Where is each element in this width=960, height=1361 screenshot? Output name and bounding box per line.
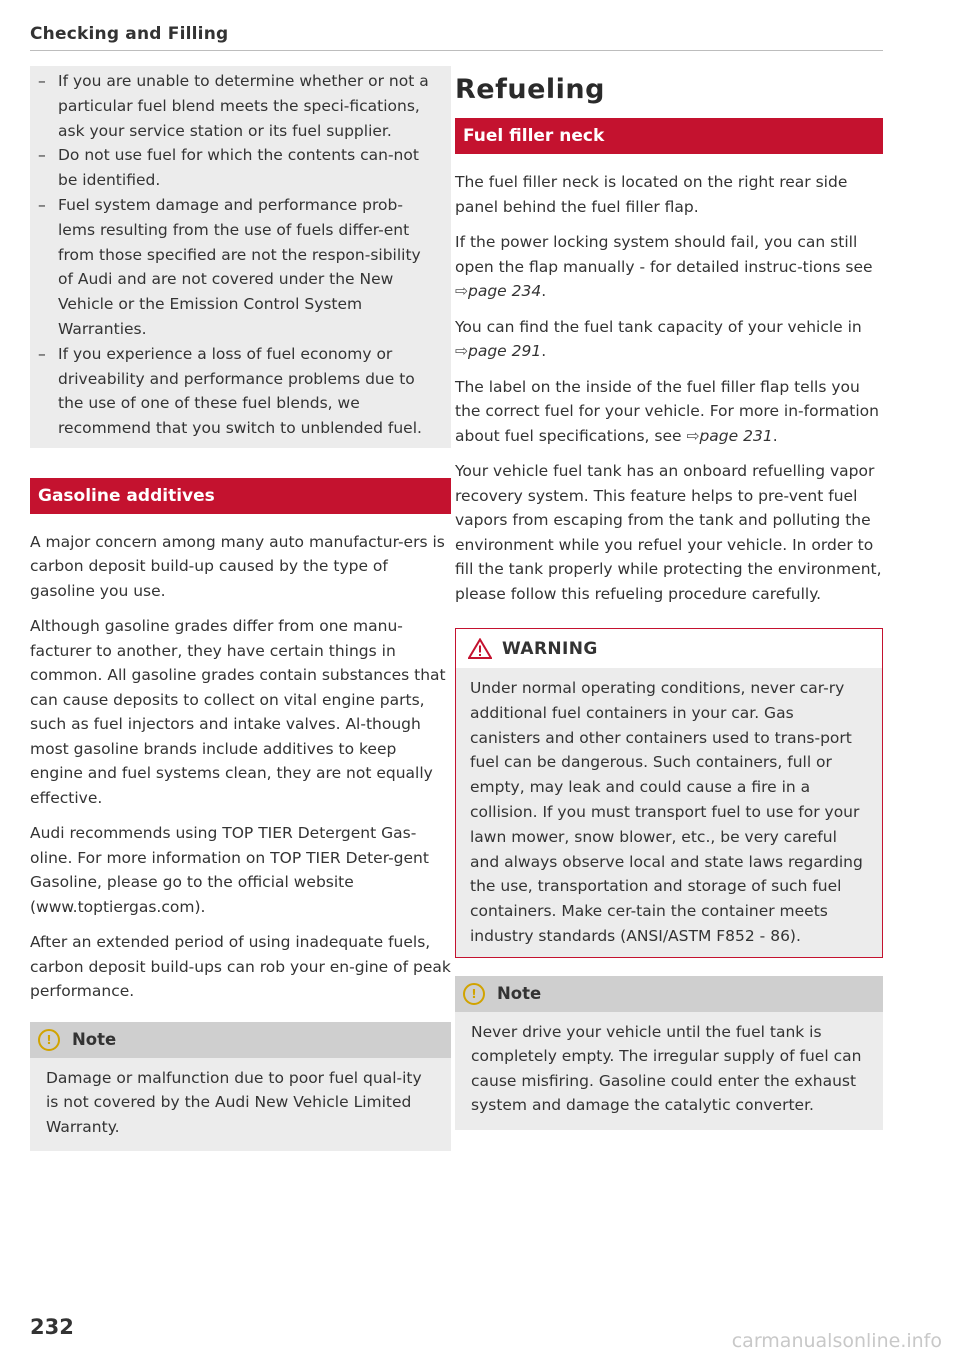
paragraph: A major concern among many auto manufactur-ers is carbon deposit build-up caused by the type of gasoline you use.: [30, 532, 445, 600]
paragraph-text: The label on the inside of the fuel filler flap tells you the correct fuel for your vehicle. For more in-formation about fuel specifications, see: [455, 377, 879, 445]
page-number: 232: [30, 1315, 74, 1339]
arrow-right-icon: ⇨: [455, 342, 468, 360]
page-reference-link[interactable]: page 231: [699, 426, 773, 445]
paragraph: Your vehicle fuel tank has an onboard refuelling vapor recovery system. This feature helps to pre-vent fuel vapors from escaping from the tank and polluting the environment while you refuel your vehicle. In order to fill the tank properly while protecting the environment, please follow this refueling procedure carefully.: [455, 462, 882, 603]
left-column: [30, 66, 451, 1151]
fuel-filler-neck-heading: Fuel filler neck: [455, 118, 883, 154]
list-item: – If you are unable to determine whether or not a particular fuel blend meets the speci-fications, ask your service station or its fuel supplier.: [36, 69, 435, 143]
paragraph-text: If the power locking system should fail, you can still open the flap manually - for detailed instruc-tions see: [455, 233, 873, 276]
paragraph: [455, 230, 883, 304]
note-text: Never drive your vehicle until the fuel tank is completely empty. The irregular supply of fuel can cause misfiring. Gasoline could enter the exhaust system and damage the catalytic converter.: [471, 1022, 862, 1115]
arrow-right-icon: ⇨: [686, 426, 700, 445]
list-item: – Do not use fuel for which the contents can-not be identified.: [36, 143, 435, 193]
note-header: [455, 976, 883, 1012]
warning-header: [456, 629, 882, 668]
note-body: [455, 1012, 883, 1130]
warning-label: WARNING: [502, 638, 598, 659]
page-reference-link[interactable]: page 234: [468, 282, 542, 300]
warning-box: [455, 628, 883, 958]
warning-triangle-icon: [468, 638, 492, 659]
paragraph-text: You can find the fuel tank capacity of your vehicle in: [455, 317, 862, 336]
paragraph: After an extended period of using inadequate fuels, carbon deposit build-ups can rob your en-gine of peak performance.: [30, 933, 451, 1001]
section-header: Checking and Filling: [30, 24, 883, 51]
page-title: Refueling: [455, 74, 605, 105]
period: .: [541, 342, 547, 360]
right-column: [455, 66, 883, 1130]
note-label: Note: [72, 1030, 117, 1050]
paragraph: Although gasoline grades differ from one manu-facturer to another, they have certain things in common. All gasoline grades contain substances that can cause deposits to collect on vital engine parts, such as fuel injectors and intake valves. Al-though most gasoline brands include additives to keep engine and fuel systems clean, they are not equally effective.: [30, 617, 446, 807]
fuel-blend-list: [36, 69, 435, 441]
note-box-left: [30, 1022, 451, 1152]
note-header: [30, 1022, 451, 1058]
page-reference-link[interactable]: page 291: [468, 342, 542, 360]
list-item: – If you experience a loss of fuel economy or driveability and performance problems due to the use of one of these fuel blends, we recommend that you switch to unblended fuel.: [36, 342, 435, 441]
paragraph: [455, 375, 883, 449]
exclamation-circle-icon: !: [463, 983, 485, 1005]
exclamation-circle-icon: !: [38, 1029, 60, 1051]
list-item: – Fuel system damage and performance prob-lems resulting from the use of fuels differ-ent from those specified are not the respon-sibility of Audi and are not covered under the New Vehicle or the Emission Control System Warranties.: [36, 193, 435, 342]
gasoline-additives-heading: Gasoline additives: [30, 478, 451, 514]
watermark: carmanualsonline.info: [731, 1330, 942, 1352]
warning-text: Under normal operating conditions, never car-ry additional fuel containers in your car. Gas canisters and other containers used to trans-port fuel can be dangerous. Such containers, full or empty, may leak and could cause a fire in a collision. If you must transport fuel to use for your lawn mower, snow blower, etc., be very careful and always observe local and state laws regarding the use, transportation and storage of such fuel containers. Make cer-tain the container meets industry standards (ANSI/ASTM F852 - 86).: [470, 679, 863, 945]
period: .: [541, 282, 547, 300]
note-box-right: [455, 976, 883, 1130]
note-body: [30, 1058, 451, 1152]
arrow-right-icon: ⇨: [455, 282, 468, 300]
paragraph: [455, 315, 883, 364]
warning-body: [456, 668, 882, 957]
paragraph: Audi recommends using TOP TIER Detergent Gas-oline. For more information on TOP TIER Deter-gent Gasoline, please go to the official website (www.toptiergas.com).: [30, 824, 429, 916]
period: .: [772, 426, 778, 445]
fuel-blend-box: [30, 66, 451, 448]
paragraph: The fuel filler neck is located on the right rear side panel behind the fuel filler flap.: [455, 173, 848, 216]
note-text: Damage or malfunction due to poor fuel qual-ity is not covered by the Audi New Vehicle Limited Warranty.: [46, 1068, 422, 1136]
note-label: Note: [497, 984, 542, 1004]
